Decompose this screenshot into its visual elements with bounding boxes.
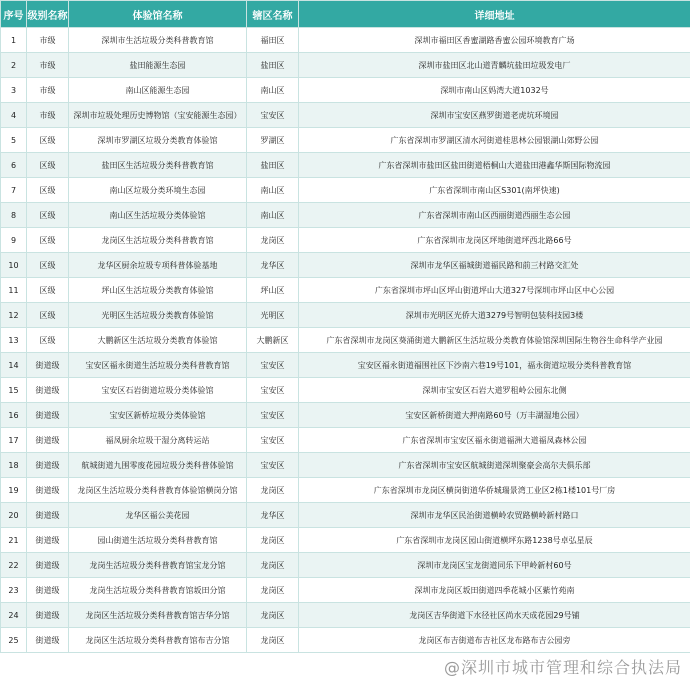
cell-level: 街道级: [27, 578, 69, 603]
cell-level: 区级: [27, 328, 69, 353]
cell-index: 19: [1, 478, 27, 503]
cell-level: 街道级: [27, 353, 69, 378]
table-row: [1, 628, 690, 653]
cell-index: 9: [1, 228, 27, 253]
cell-index: 2: [1, 53, 27, 78]
cell-hall-name: 盐田能源生态园: [69, 53, 247, 78]
cell-index: 3: [1, 78, 27, 103]
cell-district: 龙华区: [247, 253, 299, 278]
cell-district: 龙岗区: [247, 478, 299, 503]
cell-hall-name: 南山区能源生态园: [69, 78, 247, 103]
cell-level: 市级: [27, 28, 69, 53]
weibo-watermark: @深圳市城市管理和综合执法局: [443, 658, 682, 677]
cell-district: 盐田区: [247, 153, 299, 178]
cell-address: 广东省深圳市南山区S301(南坪快速): [299, 178, 690, 203]
cell-index: 13: [1, 328, 27, 353]
cell-index: 25: [1, 628, 27, 653]
cell-address: 深圳市龙华区福城街道福民路和前三村路交汇处: [299, 253, 690, 278]
cell-district: 宝安区: [247, 403, 299, 428]
cell-address: 广东省深圳市龙岗区葵涌街道大鹏新区生活垃圾分类教育体验馆深圳国际生物谷生命科学产业园: [299, 328, 690, 353]
cell-hall-name: 宝安区石岩街道垃圾分类体验馆: [69, 378, 247, 403]
cell-district: 龙岗区: [247, 628, 299, 653]
cell-address: 广东省深圳市宝安区航城街道深圳聚豪会高尔夫俱乐部: [299, 453, 690, 478]
cell-hall-name: 深圳市垃圾处理历史博物馆（宝安能源生态园）: [69, 103, 247, 128]
table-body: [1, 28, 690, 653]
table-row: [1, 478, 690, 503]
cell-level: 街道级: [27, 403, 69, 428]
cell-level: 街道级: [27, 503, 69, 528]
cell-index: 10: [1, 253, 27, 278]
table-row: [1, 403, 690, 428]
table-row: [1, 253, 690, 278]
cell-district: 宝安区: [247, 103, 299, 128]
cell-address: 广东省深圳市盐田区盐田街道梧桐山大道盐田港鑫华斯国际物流园: [299, 153, 690, 178]
cell-index: 4: [1, 103, 27, 128]
cell-hall-name: 龙岗区生活垃圾分类科普教育馆: [69, 228, 247, 253]
table-row: [1, 553, 690, 578]
table-row: [1, 203, 690, 228]
cell-index: 16: [1, 403, 27, 428]
table-row: [1, 303, 690, 328]
cell-address: 宝安区福永街道福围社区下沙南六巷19号101，福永街道垃圾分类科普教育馆: [299, 353, 690, 378]
cell-address: 广东省深圳市宝安区福永街道福洲大道福凤森林公园: [299, 428, 690, 453]
cell-district: 坪山区: [247, 278, 299, 303]
table-row: [1, 278, 690, 303]
header-index: 序号: [1, 1, 27, 28]
cell-district: 龙华区: [247, 503, 299, 528]
cell-index: 12: [1, 303, 27, 328]
table-row: [1, 578, 690, 603]
cell-address: 深圳市龙岗区坂田街道四季花城小区紫竹苑南: [299, 578, 690, 603]
table-row: [1, 378, 690, 403]
cell-index: 23: [1, 578, 27, 603]
table-row: [1, 428, 690, 453]
cell-address: 深圳市龙华区民治街道横岭农贸路横岭新村路口: [299, 503, 690, 528]
cell-address: 广东省深圳市龙岗区横岗街道华侨城瑞景湾工业区2栋1楼101号厂房: [299, 478, 690, 503]
table-row: [1, 53, 690, 78]
table-row: [1, 28, 690, 53]
cell-index: 17: [1, 428, 27, 453]
cell-hall-name: 园山街道生活垃圾分类科普教育馆: [69, 528, 247, 553]
cell-district: 龙岗区: [247, 603, 299, 628]
cell-level: 街道级: [27, 528, 69, 553]
cell-address: 深圳市龙岗区宝龙街道同乐下甲岭新村60号: [299, 553, 690, 578]
cell-level: 区级: [27, 253, 69, 278]
cell-hall-name: 龙岗区生活垃圾分类科普教育馆布吉分馆: [69, 628, 247, 653]
cell-address: 宝安区新桥街道大押南路60号（万丰湖湿地公园）: [299, 403, 690, 428]
table-row: [1, 103, 690, 128]
header-district: 辖区名称: [247, 1, 299, 28]
table-row: [1, 178, 690, 203]
table-row: [1, 528, 690, 553]
cell-level: 市级: [27, 53, 69, 78]
cell-hall-name: 龙岗区生活垃圾分类科普教育馆吉华分馆: [69, 603, 247, 628]
cell-address: 深圳市盐田区北山道青麟坑盐田垃圾发电厂: [299, 53, 690, 78]
cell-level: 街道级: [27, 628, 69, 653]
cell-level: 街道级: [27, 603, 69, 628]
table-row: [1, 603, 690, 628]
cell-hall-name: 福凤厨余垃圾干湿分离转运站: [69, 428, 247, 453]
cell-level: 区级: [27, 278, 69, 303]
cell-index: 5: [1, 128, 27, 153]
cell-hall-name: 龙岗区生活垃圾分类科普教育体验馆横岗分馆: [69, 478, 247, 503]
cell-address: 广东省深圳市罗湖区清水河街道桂思林公园银湖山郊野公园: [299, 128, 690, 153]
cell-district: 龙岗区: [247, 553, 299, 578]
cell-level: 区级: [27, 303, 69, 328]
header-row: [1, 1, 690, 28]
header-address: 详细地址: [299, 1, 690, 28]
cell-district: 龙岗区: [247, 528, 299, 553]
cell-hall-name: 南山区垃圾分类环境生态园: [69, 178, 247, 203]
cell-district: 宝安区: [247, 428, 299, 453]
cell-index: 22: [1, 553, 27, 578]
cell-address: 深圳市宝安区石岩大道罗租岭公园东北侧: [299, 378, 690, 403]
cell-hall-name: 龙岗生活垃圾分类科普教育馆宝龙分馆: [69, 553, 247, 578]
cell-district: 宝安区: [247, 453, 299, 478]
cell-hall-name: 盐田区生活垃圾分类科普教育馆: [69, 153, 247, 178]
cell-address: 龙岗区布吉街道布吉社区龙布路布吉公园旁: [299, 628, 690, 653]
cell-hall-name: 宝安区福永街道生活垃圾分类科普教育馆: [69, 353, 247, 378]
cell-level: 街道级: [27, 378, 69, 403]
header-hall-name: 体验馆名称: [69, 1, 247, 28]
cell-hall-name: 宝安区新桥垃圾分类体验馆: [69, 403, 247, 428]
cell-hall-name: 龙华区厨余垃圾专项科普体验基地: [69, 253, 247, 278]
cell-level: 区级: [27, 228, 69, 253]
cell-index: 18: [1, 453, 27, 478]
table-row: [1, 353, 690, 378]
table-row: [1, 328, 690, 353]
cell-district: 龙岗区: [247, 228, 299, 253]
cell-index: 21: [1, 528, 27, 553]
cell-address: 广东省深圳市南山区西丽街道西丽生态公园: [299, 203, 690, 228]
cell-level: 街道级: [27, 453, 69, 478]
table-row: [1, 453, 690, 478]
cell-district: 南山区: [247, 203, 299, 228]
cell-district: 光明区: [247, 303, 299, 328]
table-header: [1, 1, 690, 28]
cell-index: 24: [1, 603, 27, 628]
cell-level: 区级: [27, 128, 69, 153]
cell-index: 14: [1, 353, 27, 378]
cell-hall-name: 龙岗生活垃圾分类科普教育馆坂田分馆: [69, 578, 247, 603]
cell-index: 6: [1, 153, 27, 178]
cell-district: 福田区: [247, 28, 299, 53]
cell-district: 大鹏新区: [247, 328, 299, 353]
table-row: [1, 503, 690, 528]
cell-address: 深圳市光明区光侨大道3279号智明包装科技园3楼: [299, 303, 690, 328]
cell-index: 15: [1, 378, 27, 403]
header-level: 级别名称: [27, 1, 69, 28]
cell-hall-name: 大鹏新区生活垃圾分类教育体验馆: [69, 328, 247, 353]
table-row: [1, 153, 690, 178]
cell-hall-name: 深圳市生活垃圾分类科普教育馆: [69, 28, 247, 53]
cell-level: 区级: [27, 178, 69, 203]
table-row: [1, 128, 690, 153]
table-row: [1, 228, 690, 253]
cell-district: 宝安区: [247, 378, 299, 403]
cell-level: 区级: [27, 153, 69, 178]
cell-index: 11: [1, 278, 27, 303]
cell-district: 南山区: [247, 178, 299, 203]
cell-hall-name: 南山区生活垃圾分类体验馆: [69, 203, 247, 228]
cell-hall-name: 深圳市罗湖区垃圾分类教育体验馆: [69, 128, 247, 153]
cell-hall-name: 光明区生活垃圾分类教育体验馆: [69, 303, 247, 328]
cell-hall-name: 坪山区生活垃圾分类教育体验馆: [69, 278, 247, 303]
cell-district: 盐田区: [247, 53, 299, 78]
cell-level: 街道级: [27, 478, 69, 503]
cell-address: 广东省深圳市龙岗区园山街道横坪东路1238号卓弘星辰: [299, 528, 690, 553]
cell-level: 街道级: [27, 428, 69, 453]
cell-district: 南山区: [247, 78, 299, 103]
cell-district: 罗湖区: [247, 128, 299, 153]
cell-hall-name: 航城街道九围零废花园垃圾分类科普体验馆: [69, 453, 247, 478]
cell-hall-name: 龙华区福公美花园: [69, 503, 247, 528]
cell-level: 市级: [27, 78, 69, 103]
table-row: [1, 78, 690, 103]
cell-address: 深圳市福田区香蜜湖路香蜜公园环境教育广场: [299, 28, 690, 53]
cell-index: 20: [1, 503, 27, 528]
cell-level: 街道级: [27, 553, 69, 578]
cell-index: 7: [1, 178, 27, 203]
cell-address: 广东省深圳市龙岗区坪地街道坪西北路66号: [299, 228, 690, 253]
cell-index: 1: [1, 28, 27, 53]
cell-address: 龙岗区吉华街道下水径社区尚水天成花园29号铺: [299, 603, 690, 628]
cell-district: 宝安区: [247, 353, 299, 378]
cell-address: 广东省深圳市坪山区坪山街道坪山大道327号深圳市坪山区中心公园: [299, 278, 690, 303]
cell-level: 市级: [27, 103, 69, 128]
cell-address: 深圳市南山区妈湾大道1032号: [299, 78, 690, 103]
cell-index: 8: [1, 203, 27, 228]
cell-address: 深圳市宝安区燕罗街道老虎坑环境园: [299, 103, 690, 128]
cell-level: 区级: [27, 203, 69, 228]
cell-district: 龙岗区: [247, 578, 299, 603]
